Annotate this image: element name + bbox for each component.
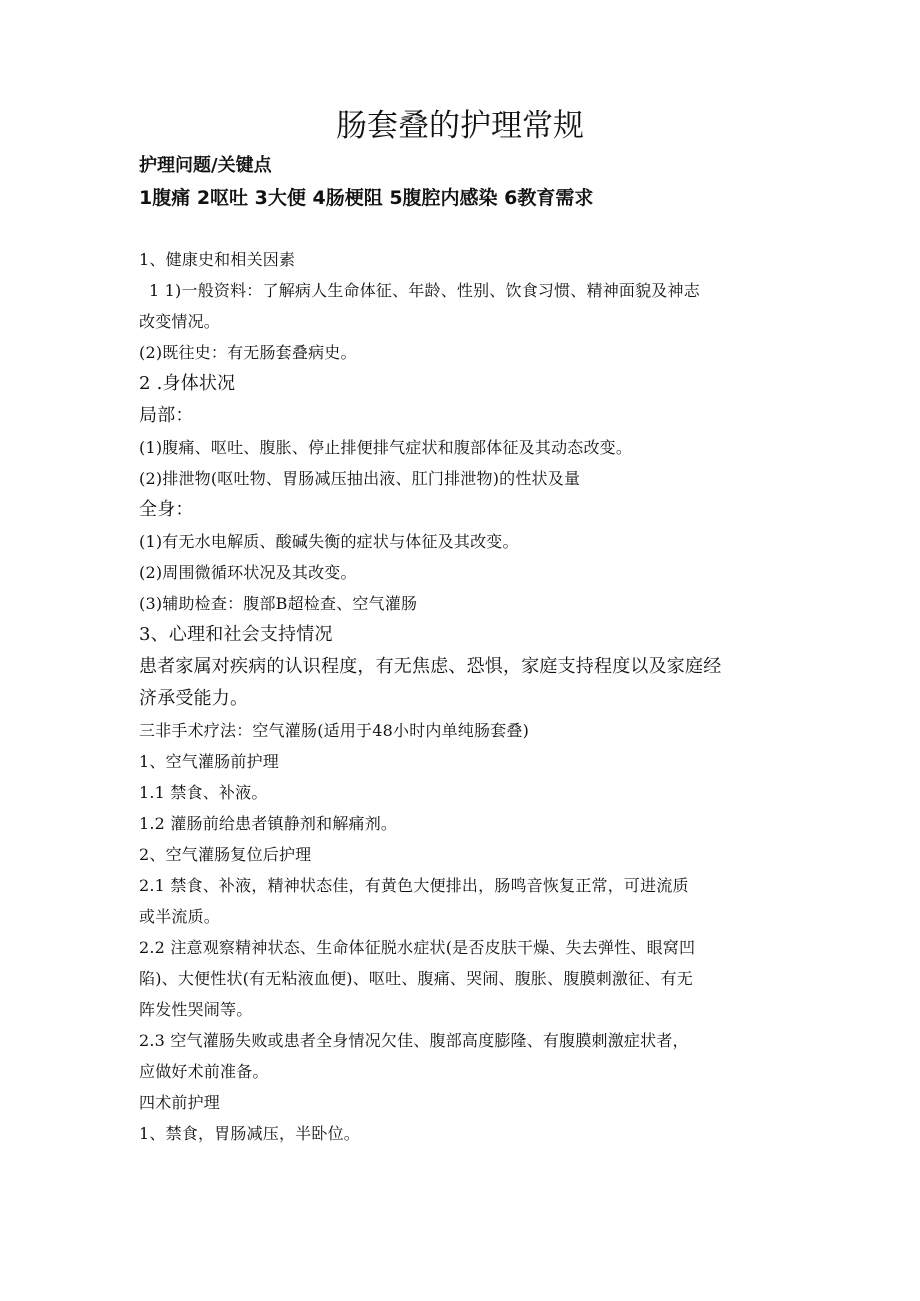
text-line: 陷)、大便性状(有无粘液血便)、呕吐、腹痛、哭闹、腹胀、腹膜刺激征、有无 — [139, 969, 693, 988]
text-line: 2 .身体状况 — [139, 373, 236, 394]
text-line: 1.2 灌肠前给患者镇静剂和解痛剂。 — [139, 814, 398, 833]
text-line: 患者家属对疾病的认识程度，有无焦虑、恐惧，家庭支持程度以及家庭经 — [139, 656, 722, 677]
key-points-list: 1腹痛 2呕吐 3大便 4肠梗阻 5腹腔内感染 6教育需求 — [139, 187, 594, 209]
text-line: (2)周围微循环状况及其改变。 — [139, 563, 357, 582]
text-line: 3、心理和社会支持情况 — [139, 624, 333, 645]
text-line: 1、禁食，胃肠减压，半卧位。 — [139, 1124, 360, 1143]
text-line: 济承受能力。 — [139, 688, 249, 709]
text-line: (2)排泄物(呕吐物、胃肠减压抽出液、肛门排泄物)的性状及量 — [139, 469, 581, 488]
text-line: (1)腹痛、呕吐、腹胀、停止排便排气症状和腹部体征及其动态改变。 — [139, 438, 633, 457]
text-line: (2)既往史：有无肠套叠病史。 — [139, 343, 357, 362]
text-line: 1.1 禁食、补液。 — [139, 783, 268, 802]
text-line: 应做好术前准备。 — [139, 1062, 269, 1081]
text-line: 三非手术疗法：空气灌肠(适用于48小时内单纯肠套叠) — [139, 721, 530, 740]
text-line: 全身： — [139, 499, 194, 520]
text-line: 1 1)一般资料：了解病人生命体征、年龄、性别、饮食习惯、精神面貌及神志 — [149, 281, 700, 300]
text-line: (3)辅助检查：腹部B超检查、空气灌肠 — [139, 594, 418, 613]
text-line: 或半流质。 — [139, 907, 221, 926]
text-line: 局部： — [139, 405, 194, 426]
document-body — [139, 244, 789, 1149]
document-title: 肠套叠的护理常规 — [336, 108, 584, 144]
text-line: 改变情况。 — [139, 312, 221, 331]
key-points-heading: 护理问题/关键点 — [139, 155, 272, 176]
text-line: 2.3 空气灌肠失败或患者全身情况欠佳、腹部高度膨隆、有腹膜刺激症状者， — [139, 1031, 689, 1050]
text-line: 2.2 注意观察精神状态、生命体征脱水症状(是否皮肤干燥、失去弹性、眼窝凹 — [139, 938, 696, 957]
text-line: 2.1 禁食、补液，精神状态佳，有黄色大便排出，肠鸣音恢复正常，可进流质 — [139, 876, 689, 895]
text-line: 2、空气灌肠复位后护理 — [139, 845, 312, 864]
text-line: (1)有无水电解质、酸碱失衡的症状与体征及其改变。 — [139, 532, 519, 551]
text-line: 阵发性哭闹等。 — [139, 1000, 253, 1019]
text-line: 1、健康史和相关因素 — [139, 250, 296, 269]
text-line: 1、空气灌肠前护理 — [139, 752, 279, 771]
text-line: 四术前护理 — [139, 1093, 221, 1112]
